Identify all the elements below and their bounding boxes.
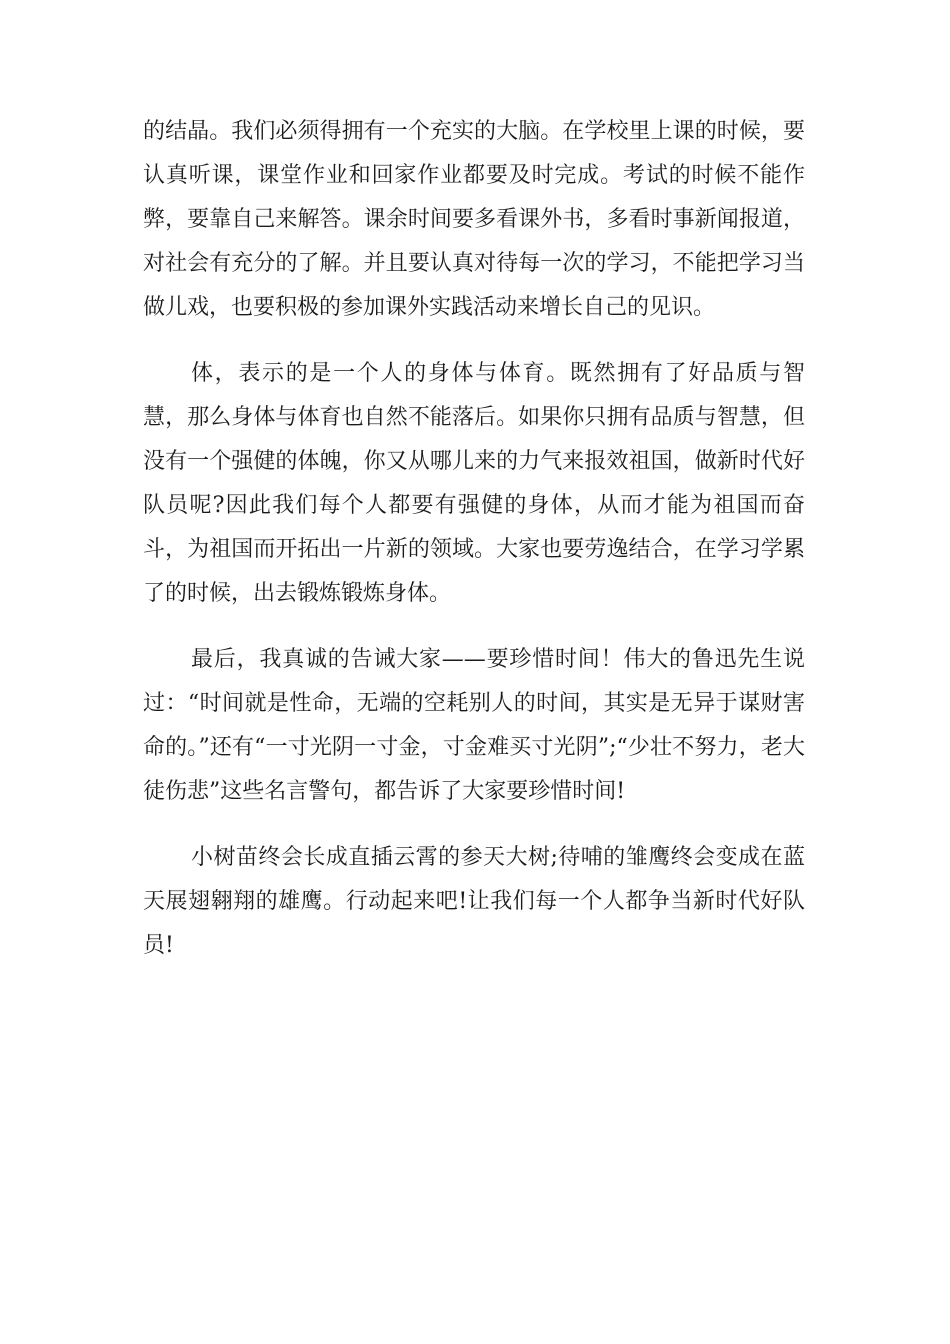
paragraph-conclusion: 小树苗终会长成直插云霄的参天大树;待哺的雏鹰终会变成在蓝天展翅翱翔的雄鹰。行动起来吧!让我们每一个人都争当新时代好队员!: [143, 845, 805, 958]
paragraph-time: 最后，我真诚的告诫大家——要珍惜时间！伟大的鲁迅先生说过：“时间就是性命，无端的空耗别人的时间，其实是无异于谋财害命的。”还有“一寸光阴一寸金，寸金难买寸光阴”;“少壮不努力，老大徒伤悲”这些名言警句，都告诉了大家要珍惜时间!: [143, 647, 805, 804]
paragraph-study: 的结晶。我们必须得拥有一个充实的大脑。在学校里上课的时候，要认真听课，课堂作业和回家作业都要及时完成。考试的时候不能作弊，要靠自己来解答。课余时间要多看课外书，多看时事新闻报道，对社会有充分的了解。并且要认真对待每一次的学习，不能把学习当做儿戏，也要积极的参加课外实践活动来增长自己的见识。: [143, 119, 805, 320]
document-body: [143, 110, 805, 990]
paragraph-physical: 体，表示的是一个人的身体与体育。既然拥有了好品质与智慧，那么身体与体育也自然不能落后。如果你只拥有品质与智慧，但没有一个强健的体魄，你又从哪儿来的力气来报效祖国，做新时代好队员呢?因此我们每个人都要有强健的身体，从而才能为祖国而奋斗，为祖国而开拓出一片新的领域。大家也要劳逸结合，在学习学累了的时候，出去锻炼锻炼身体。: [143, 361, 805, 606]
